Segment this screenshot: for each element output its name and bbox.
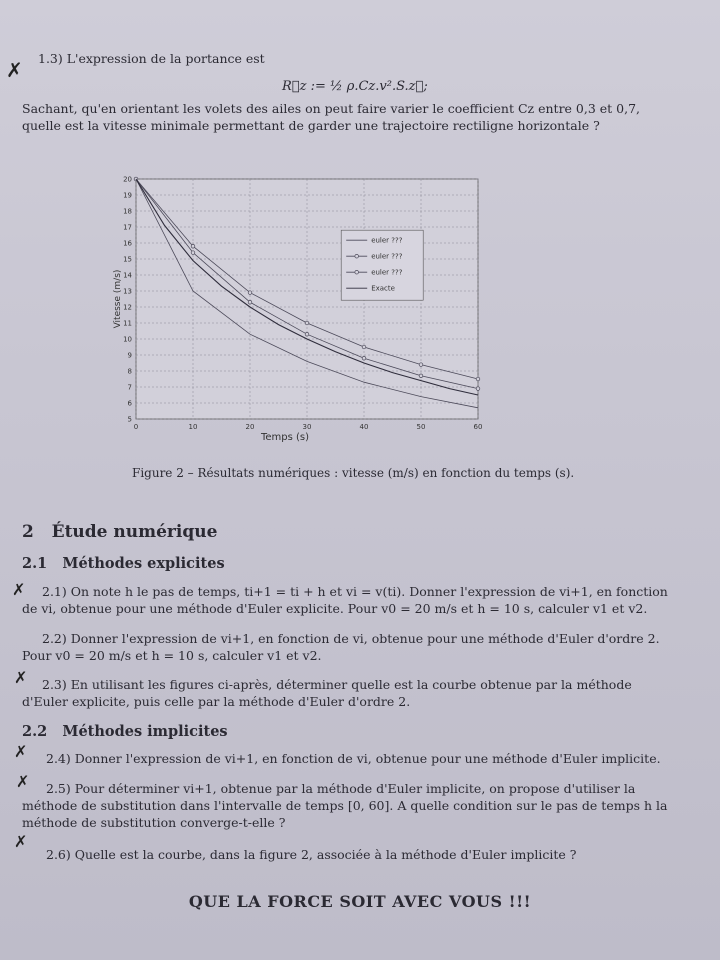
section-title: Étude numérique (51, 522, 218, 542)
question-1-3-label: 1.3) L'expression de la portance est (38, 51, 265, 66)
question-2-2: 2.2) Donner l'expression de vi+1, en fonction de vi, obtenue pour une méthode d'Euler d'ordre 2. Pour v0 = 20 m/s et h = 10 s, calculer v1 et v2. (22, 631, 660, 663)
legend-label: Exacte (371, 284, 395, 293)
data-point (305, 332, 309, 336)
data-point (476, 387, 480, 391)
y-tick-label: 11 (123, 319, 132, 328)
y-tick-label: 12 (123, 303, 132, 312)
legend-label: euler ??? (371, 252, 403, 261)
data-point (305, 321, 309, 325)
x-tick-label: 10 (188, 423, 198, 431)
x-tick-label: 60 (473, 423, 483, 431)
x-tick-label: 30 (302, 423, 312, 431)
subsection-title: Méthodes explicites (62, 555, 225, 572)
x-tick-label: 50 (416, 423, 426, 431)
section-heading (22, 522, 217, 542)
legend-marker (355, 254, 359, 258)
question-2-5: 2.5) Pour déterminer vi+1, obtenue par la méthode d'Euler implicite, on propose d'utiliser la méthode de substitution dans l'intervalle de temps [0, 60]. A quelle condition sur le pas de temps h la méthode de substitution converge-t-elle ? (22, 781, 668, 830)
y-tick-label: 14 (123, 271, 132, 280)
subsection-heading (22, 723, 228, 740)
data-point (476, 377, 480, 381)
legend-label: euler ??? (371, 236, 403, 245)
question-2-1: 2.1) On note h le pas de temps, ti+1 = ti + h et vi = v(ti). Donner l'expression de vi+1, en fonction de vi, obtenue pour une méthode d'Euler explicite. Pour v0 = 20 m/s et h = 10 s, calculer v1 et v2. (22, 584, 668, 616)
legend-marker (355, 270, 359, 274)
data-point (419, 374, 423, 378)
x-tick-label: 0 (133, 423, 139, 431)
y-tick-label: 7 (127, 383, 132, 392)
subsection-number: 2.2 (22, 723, 48, 740)
section-number: 2 (22, 522, 34, 542)
closing-line: QUE LA FORCE SOIT AVEC VOUS !!! (188, 892, 532, 911)
x-tick-label: 20 (245, 423, 255, 431)
question-2-6: 2.6) Quelle est la courbe, dans la figure 2, associée à la méthode d'Euler implicite ? (46, 847, 577, 862)
y-axis-label: Vitesse (m/s) (113, 269, 123, 329)
x-tick-label: 40 (359, 423, 369, 431)
legend-label: euler ??? (371, 268, 403, 277)
y-tick-label: 19 (123, 191, 132, 200)
subsection-number: 2.1 (22, 555, 48, 572)
y-tick-label: 20 (123, 175, 132, 184)
handwritten-cross-mark: ✗ (6, 58, 23, 82)
y-tick-label: 16 (123, 239, 132, 248)
y-tick-label: 15 (123, 255, 132, 264)
y-tick-label: 13 (123, 287, 132, 296)
data-point (362, 345, 366, 349)
y-tick-label: 18 (123, 207, 132, 216)
handwritten-cross-mark: ✗ (14, 742, 28, 761)
y-tick-label: 17 (123, 223, 132, 232)
subsection-heading (22, 555, 225, 572)
data-point (362, 356, 366, 360)
handwritten-cross-mark: ✗ (14, 668, 28, 687)
y-tick-label: 10 (123, 335, 132, 344)
x-axis-label: Temps (s) (260, 432, 310, 443)
handwritten-cross-mark: ✗ (12, 580, 26, 599)
lift-formula: R⃗z := ½ ρ.Cz.v².S.z⃗; (282, 79, 428, 94)
y-tick-label: 6 (127, 399, 132, 408)
handwritten-cross-mark: ✗ (16, 772, 30, 791)
data-point (419, 363, 423, 367)
velocity-chart (100, 165, 520, 450)
y-tick-label: 9 (127, 351, 132, 360)
data-point (191, 244, 195, 248)
subsection-title: Méthodes implicites (62, 723, 228, 740)
question-2-4: 2.4) Donner l'expression de vi+1, en fonction de vi, obtenue pour une méthode d'Euler implicite. (46, 751, 661, 766)
y-tick-label: 8 (127, 367, 132, 376)
handwritten-cross-mark: ✗ (14, 832, 28, 851)
question-1-3-text: Sachant, qu'en orientant les volets des ailes on peut faire varier le coefficient Cz entre 0,3 et 0,7, quelle est la vitesse minimale permettant de garder une trajectoire rectiligne horizontale ? (22, 101, 641, 133)
figure-caption: Figure 2 – Résultats numériques : vitesse (m/s) en fonction du temps (s). (132, 466, 575, 480)
data-point (191, 251, 195, 255)
y-tick-label: 5 (127, 415, 132, 424)
data-point (248, 300, 252, 304)
data-point (248, 291, 252, 295)
question-2-3: 2.3) En utilisant les figures ci-après, déterminer quelle est la courbe obtenue par la méthode d'Euler explicite, puis celle par la méthode d'Euler d'ordre 2. (22, 677, 632, 709)
